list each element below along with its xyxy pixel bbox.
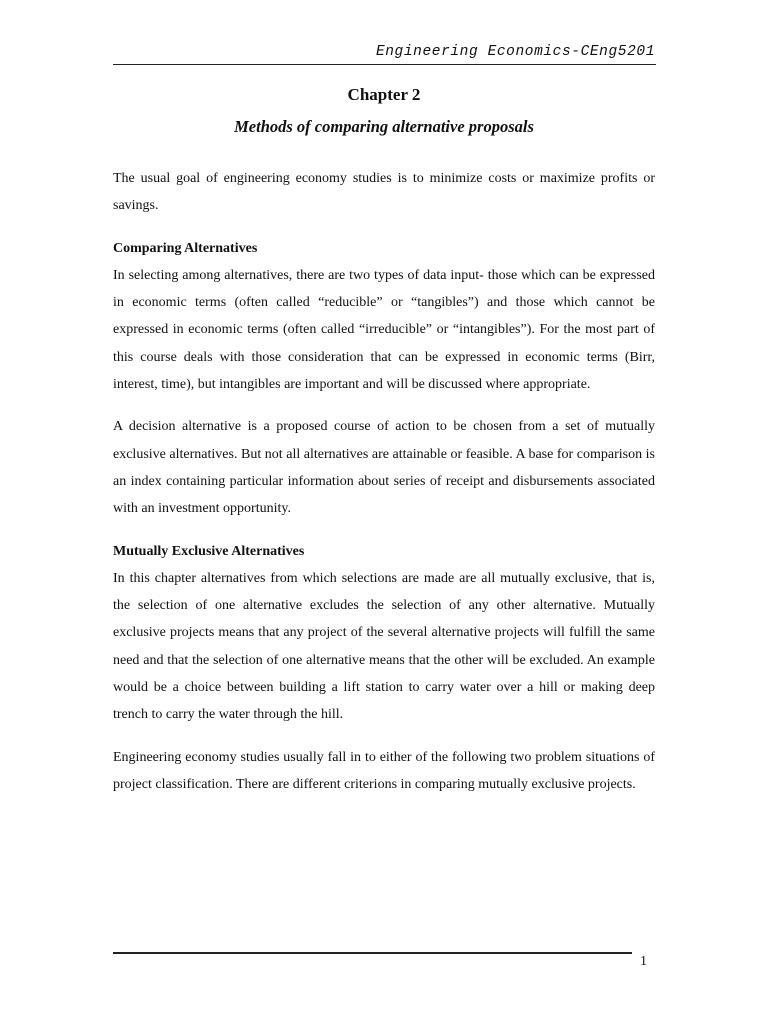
section-heading-mutually-exclusive: Mutually Exclusive Alternatives: [113, 543, 305, 559]
header-rule: [113, 64, 656, 65]
paragraph-problem-situations: Engineering economy studies usually fall in to either of the following two problem situations of project classification. There are different criterions in comparing mutually exclusive projects.: [113, 749, 655, 792]
page-number: 1: [640, 954, 647, 969]
paragraph-decision-alternative: A decision alternative is a proposed course of action to be chosen from a set of mutually exclusive alternatives. But not all alternatives are attainable or feasible. A base for comparison is an index containing particular information about series of receipt and disbursements associated with an investment opportunity.: [113, 419, 655, 517]
document-body: [113, 165, 655, 798]
chapter-title: Methods of comparing alternative proposals: [234, 117, 534, 136]
running-header: Engineering Economics-CEng5201: [375, 44, 655, 60]
paragraph-mutually-exclusive-definition: In this chapter alternatives from which selections are made are all mutually exclusive, that is, the selection of one alternative excludes the selection of any other alternative. Mutually exclusive projects means that any project of the several alternative projects will fulfill the same need and that the selection of one alternative means that the other will be excluded. An example would be a choice between building a lift station to carry water over a hill or making deep trench to carry the water through the hill.: [113, 570, 655, 723]
footer-rule: [113, 952, 632, 954]
chapter-number: Chapter 2: [347, 85, 421, 104]
paragraph-data-input-types: In selecting among alternatives, there are two types of data input- those which can be expressed in economic terms (often called “reducible” or “tangibles”) and those which cannot be expressed in economic terms (often called “irreducible” or “intangibles”). For the most part of this course deals with those consideration that can be expressed in economic terms (Birr, interest, time), but intangibles are important and will be discussed where appropriate.: [113, 267, 655, 393]
section-heading-comparing-alternatives: Comparing Alternatives: [113, 240, 258, 256]
intro-paragraph: The usual goal of engineering economy studies is to minimize costs or maximize profits or savings.: [113, 171, 655, 214]
